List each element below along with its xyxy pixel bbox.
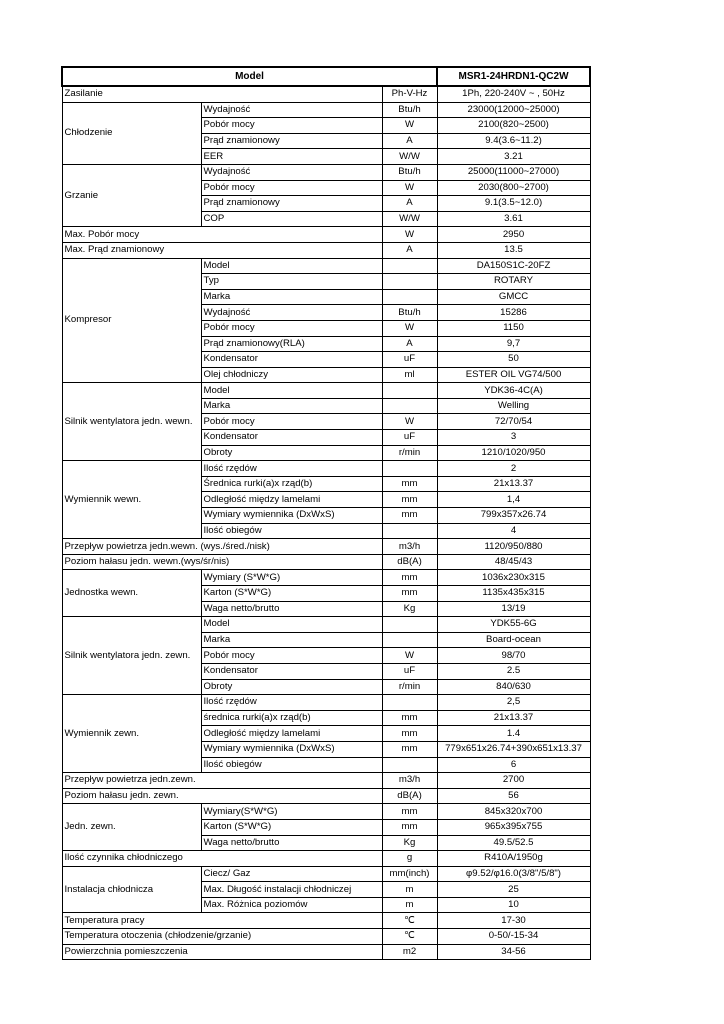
value-cell: Board-ocean: [437, 632, 590, 648]
sub-parameter-cell: Ilość obiegów: [201, 523, 382, 539]
table-row: [62, 539, 590, 555]
value-cell: YDK55-6G: [437, 617, 590, 633]
unit-cell: Ph-V-Hz: [382, 86, 437, 102]
unit-cell: W: [382, 320, 437, 336]
value-cell: GMCC: [437, 289, 590, 305]
unit-cell: g: [382, 851, 437, 867]
sub-parameter-cell: Kondensator: [201, 430, 382, 446]
group-label-cell: Silnik wentylatora jedn. wewn.: [62, 383, 201, 461]
value-cell: 48/45/43: [437, 554, 590, 570]
sub-parameter-cell: Odległość między lamelami: [201, 492, 382, 508]
table-row: [62, 242, 590, 258]
unit-cell: ml: [382, 367, 437, 383]
value-cell: 799x357x26.74: [437, 508, 590, 524]
table-row: [62, 102, 590, 118]
value-cell: R410A/1950g: [437, 851, 590, 867]
sub-parameter-cell: Wydajność: [201, 102, 382, 118]
sub-parameter-cell: Wydajność: [201, 305, 382, 321]
table-row: [62, 461, 590, 477]
value-cell: 2950: [437, 227, 590, 243]
unit-cell: mm: [382, 508, 437, 524]
model-value: MSR1-24HRDN1-QC2W: [437, 67, 590, 86]
value-cell: 9.1(3.5~12.0): [437, 196, 590, 212]
sub-parameter-cell: Obroty: [201, 679, 382, 695]
value-cell: 25000(11000~27000): [437, 164, 590, 180]
unit-cell: W: [382, 180, 437, 196]
sub-parameter-cell: Marka: [201, 632, 382, 648]
value-cell: 965x395x755: [437, 819, 590, 835]
sub-parameter-cell: Karton (S*W*G): [201, 586, 382, 602]
group-label-cell: Kompresor: [62, 258, 201, 383]
sub-parameter-cell: Prąd znamionowy: [201, 196, 382, 212]
value-cell: 0-50/-15-34: [437, 929, 590, 945]
value-cell: ROTARY: [437, 274, 590, 290]
unit-cell: m: [382, 897, 437, 913]
table-row: [62, 695, 590, 711]
model-label: Model: [62, 67, 437, 86]
sub-parameter-cell: Wydajność: [201, 164, 382, 180]
group-label-cell: Instalacja chłodnicza: [62, 866, 201, 913]
unit-cell: m3/h: [382, 539, 437, 555]
table-row: [62, 258, 590, 274]
value-cell: 49.5/52.5: [437, 835, 590, 851]
sub-parameter-cell: Pobór mocy: [201, 414, 382, 430]
value-cell: 2030(800~2700): [437, 180, 590, 196]
unit-cell: Btu/h: [382, 102, 437, 118]
unit-cell: mm: [382, 570, 437, 586]
sub-parameter-cell: Marka: [201, 398, 382, 414]
parameter-label-cell: Temperatura otoczenia (chłodzenie/grzanie): [62, 929, 382, 945]
sub-parameter-cell: Wymiary(S*W*G): [201, 804, 382, 820]
value-cell: 3.21: [437, 149, 590, 165]
value-cell: 13.5: [437, 242, 590, 258]
unit-cell: Btu/h: [382, 164, 437, 180]
sub-parameter-cell: Model: [201, 258, 382, 274]
value-cell: 2100(820~2500): [437, 118, 590, 134]
unit-cell: ℃: [382, 929, 437, 945]
unit-cell: W/W: [382, 149, 437, 165]
parameter-label-cell: Temperatura pracy: [62, 913, 382, 929]
value-cell: 50: [437, 352, 590, 368]
unit-cell: W: [382, 648, 437, 664]
value-cell: 2.5: [437, 663, 590, 679]
unit-cell: dB(A): [382, 788, 437, 804]
table-row: [62, 929, 590, 945]
specification-table: [61, 66, 591, 960]
value-cell: 3.61: [437, 211, 590, 227]
unit-cell: uF: [382, 663, 437, 679]
table-row: [62, 570, 590, 586]
sub-parameter-cell: Wymiary wymiennika (DxWxS): [201, 741, 382, 757]
unit-cell: [382, 695, 437, 711]
unit-cell: [382, 258, 437, 274]
value-cell: 840/630: [437, 679, 590, 695]
parameter-label-cell: Przepływ powietrza jedn.wewn. (wys./śred./nisk): [62, 539, 382, 555]
sub-parameter-cell: Prąd znamionowy: [201, 133, 382, 149]
value-cell: 2,5: [437, 695, 590, 711]
unit-cell: A: [382, 196, 437, 212]
parameter-label-cell: Ilość czynnika chłodniczego: [62, 851, 382, 867]
unit-cell: W: [382, 227, 437, 243]
sub-parameter-cell: Obroty: [201, 445, 382, 461]
table-row: [62, 804, 590, 820]
sub-parameter-cell: Typ: [201, 274, 382, 290]
sub-parameter-cell: średnica rurki(a)x rząd(b): [201, 710, 382, 726]
value-cell: 3: [437, 430, 590, 446]
value-cell: 1150: [437, 320, 590, 336]
sub-parameter-cell: Odległość między lamelami: [201, 726, 382, 742]
table-header-row: [62, 67, 590, 86]
unit-cell: W: [382, 414, 437, 430]
value-cell: 56: [437, 788, 590, 804]
unit-cell: m2: [382, 944, 437, 960]
value-cell: 23000(12000~25000): [437, 102, 590, 118]
unit-cell: m3/h: [382, 773, 437, 789]
unit-cell: uF: [382, 430, 437, 446]
value-cell: Welling: [437, 398, 590, 414]
value-cell: 21x13.37: [437, 710, 590, 726]
value-cell: 2: [437, 461, 590, 477]
unit-cell: A: [382, 336, 437, 352]
sub-parameter-cell: Pobór mocy: [201, 180, 382, 196]
value-cell: 25: [437, 882, 590, 898]
value-cell: 98/70: [437, 648, 590, 664]
unit-cell: [382, 274, 437, 290]
sub-parameter-cell: Waga netto/brutto: [201, 601, 382, 617]
unit-cell: mm: [382, 492, 437, 508]
table-row: [62, 383, 590, 399]
unit-cell: Btu/h: [382, 305, 437, 321]
unit-cell: r/min: [382, 445, 437, 461]
sub-parameter-cell: Pobór mocy: [201, 320, 382, 336]
sub-parameter-cell: Model: [201, 617, 382, 633]
table-row: [62, 866, 590, 882]
group-label-cell: Jedn. zewn.: [62, 804, 201, 851]
sub-parameter-cell: Ilość rzędów: [201, 461, 382, 477]
sub-parameter-cell: Wymiary wymiennika (DxWxS): [201, 508, 382, 524]
unit-cell: mm: [382, 476, 437, 492]
unit-cell: mm: [382, 741, 437, 757]
unit-cell: mm(inch): [382, 866, 437, 882]
sub-parameter-cell: Średnica rurki(a)x rząd(b): [201, 476, 382, 492]
value-cell: 1.4: [437, 726, 590, 742]
value-cell: 21x13.37: [437, 476, 590, 492]
table-row: [62, 227, 590, 243]
sub-parameter-cell: Wymiary (S*W*G): [201, 570, 382, 586]
value-cell: 9,7: [437, 336, 590, 352]
sub-parameter-cell: Prąd znamionowy(RLA): [201, 336, 382, 352]
unit-cell: [382, 461, 437, 477]
group-label-cell: Silnik wentylatora jedn. zewn.: [62, 617, 201, 695]
parameter-label-cell: Max. Pobór mocy: [62, 227, 382, 243]
sub-parameter-cell: Ilość rzędów: [201, 695, 382, 711]
table-row: [62, 944, 590, 960]
unit-cell: A: [382, 242, 437, 258]
sub-parameter-cell: EER: [201, 149, 382, 165]
sub-parameter-cell: Ilość obiegów: [201, 757, 382, 773]
table-row: [62, 788, 590, 804]
unit-cell: Kg: [382, 601, 437, 617]
value-cell: 1210/1020/950: [437, 445, 590, 461]
value-cell: YDK36-4C(A): [437, 383, 590, 399]
value-cell: 15286: [437, 305, 590, 321]
value-cell: 1,4: [437, 492, 590, 508]
group-label-cell: Wymiennik wewn.: [62, 461, 201, 539]
group-label-cell: Wymiennik zewn.: [62, 695, 201, 773]
value-cell: 6: [437, 757, 590, 773]
table-row: [62, 554, 590, 570]
sub-parameter-cell: Ciecz/ Gaz: [201, 866, 382, 882]
value-cell: 2700: [437, 773, 590, 789]
unit-cell: [382, 632, 437, 648]
unit-cell: mm: [382, 804, 437, 820]
sub-parameter-cell: Kondensator: [201, 352, 382, 368]
table-row: [62, 164, 590, 180]
sub-parameter-cell: Olej chłodniczy: [201, 367, 382, 383]
parameter-label-cell: Poziom hałasu jedn. zewn.: [62, 788, 382, 804]
parameter-label-cell: Powierzchnia pomieszczenia: [62, 944, 382, 960]
parameter-label-cell: Zasilanie: [62, 86, 382, 102]
unit-cell: uF: [382, 352, 437, 368]
group-label-cell: Chłodzenie: [62, 102, 201, 164]
sub-parameter-cell: COP: [201, 211, 382, 227]
unit-cell: r/min: [382, 679, 437, 695]
table-row: [62, 913, 590, 929]
value-cell: 9.4(3.6~11.2): [437, 133, 590, 149]
value-cell: φ9.52/φ16.0(3/8"/5/8"): [437, 866, 590, 882]
unit-cell: mm: [382, 819, 437, 835]
unit-cell: mm: [382, 710, 437, 726]
value-cell: 1135x435x315: [437, 586, 590, 602]
sub-parameter-cell: Waga netto/brutto: [201, 835, 382, 851]
value-cell: 17-30: [437, 913, 590, 929]
value-cell: 34-56: [437, 944, 590, 960]
table-row: [62, 86, 590, 102]
sub-parameter-cell: Marka: [201, 289, 382, 305]
sub-parameter-cell: Kondensator: [201, 663, 382, 679]
unit-cell: Kg: [382, 835, 437, 851]
value-cell: 779x651x26.74+390x651x13.37: [437, 741, 590, 757]
unit-cell: [382, 523, 437, 539]
unit-cell: W: [382, 118, 437, 134]
parameter-label-cell: Przepływ powietrza jedn.zewn.: [62, 773, 382, 789]
unit-cell: [382, 383, 437, 399]
unit-cell: m: [382, 882, 437, 898]
group-label-cell: Grzanie: [62, 164, 201, 226]
unit-cell: [382, 757, 437, 773]
value-cell: 13/19: [437, 601, 590, 617]
unit-cell: ℃: [382, 913, 437, 929]
value-cell: 4: [437, 523, 590, 539]
unit-cell: mm: [382, 726, 437, 742]
parameter-label-cell: Poziom hałasu jedn. wewn.(wys/śr/nis): [62, 554, 382, 570]
sub-parameter-cell: Max. Długość instalacji chłodniczej: [201, 882, 382, 898]
value-cell: 10: [437, 897, 590, 913]
unit-cell: W/W: [382, 211, 437, 227]
value-cell: 1Ph, 220-240V ~ , 50Hz: [437, 86, 590, 102]
unit-cell: [382, 289, 437, 305]
table-row: [62, 617, 590, 633]
group-label-cell: Jednostka wewn.: [62, 570, 201, 617]
value-cell: DA150S1C-20FZ: [437, 258, 590, 274]
value-cell: 845x320x700: [437, 804, 590, 820]
parameter-label-cell: Max. Prąd znamionowy: [62, 242, 382, 258]
unit-cell: dB(A): [382, 554, 437, 570]
sub-parameter-cell: Model: [201, 383, 382, 399]
value-cell: 72/70/54: [437, 414, 590, 430]
sub-parameter-cell: Pobór mocy: [201, 648, 382, 664]
value-cell: 1120/950/880: [437, 539, 590, 555]
unit-cell: [382, 617, 437, 633]
sub-parameter-cell: Karton (S*W*G): [201, 819, 382, 835]
table-row: [62, 773, 590, 789]
value-cell: 1036x230x315: [437, 570, 590, 586]
unit-cell: mm: [382, 586, 437, 602]
unit-cell: [382, 398, 437, 414]
table-row: [62, 851, 590, 867]
sub-parameter-cell: Max. Różnica poziomów: [201, 897, 382, 913]
sub-parameter-cell: Pobór mocy: [201, 118, 382, 134]
unit-cell: A: [382, 133, 437, 149]
value-cell: ESTER OIL VG74/500: [437, 367, 590, 383]
